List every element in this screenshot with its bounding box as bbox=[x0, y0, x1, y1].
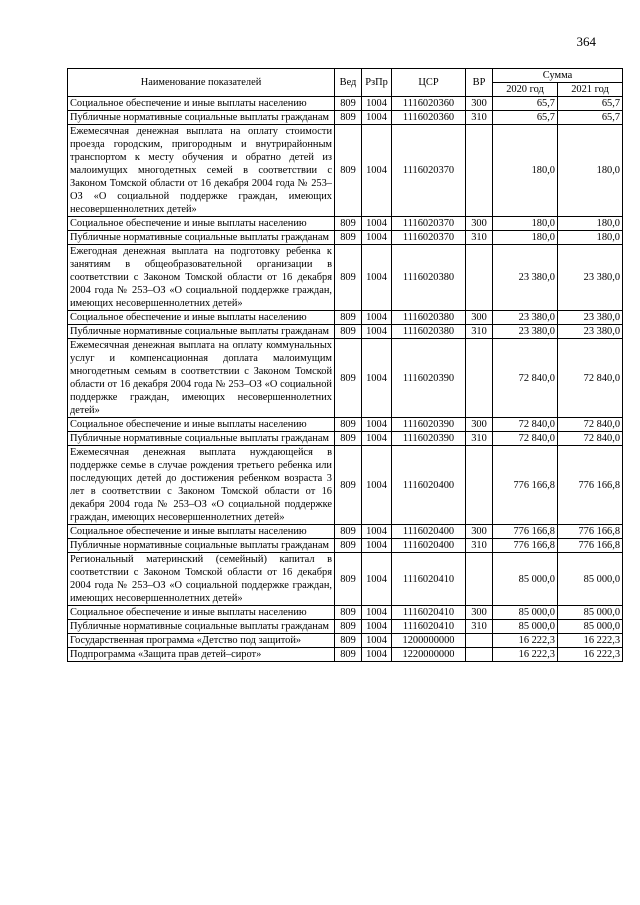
row-name: Социальное обеспечение и иные выплаты населению bbox=[68, 606, 335, 620]
row-name: Государственная программа «Детство под защитой» bbox=[68, 634, 335, 648]
row-rzpr: 1004 bbox=[362, 525, 392, 539]
row-vr: 310 bbox=[466, 539, 493, 553]
header-row bbox=[68, 69, 623, 83]
row-amount-2021: 23 380,0 bbox=[558, 245, 623, 311]
header-year-2021: 2021 год bbox=[558, 83, 623, 97]
row-csr: 1220000000 bbox=[392, 648, 466, 662]
table-row bbox=[68, 606, 623, 620]
row-ved: 809 bbox=[335, 539, 362, 553]
row-vr bbox=[466, 648, 493, 662]
table-row bbox=[68, 553, 623, 606]
row-rzpr: 1004 bbox=[362, 111, 392, 125]
row-vr: 300 bbox=[466, 606, 493, 620]
row-csr: 1116020410 bbox=[392, 606, 466, 620]
row-vr: 310 bbox=[466, 620, 493, 634]
row-rzpr: 1004 bbox=[362, 648, 392, 662]
row-name: Публичные нормативные социальные выплаты гражданам bbox=[68, 231, 335, 245]
row-rzpr: 1004 bbox=[362, 325, 392, 339]
row-name: Публичные нормативные социальные выплаты гражданам bbox=[68, 432, 335, 446]
row-ved: 809 bbox=[335, 111, 362, 125]
row-amount-2020: 16 222,3 bbox=[493, 648, 558, 662]
row-amount-2021: 72 840,0 bbox=[558, 418, 623, 432]
row-csr: 1116020400 bbox=[392, 539, 466, 553]
row-vr bbox=[466, 553, 493, 606]
row-name: Публичные нормативные социальные выплаты гражданам bbox=[68, 111, 335, 125]
row-amount-2021: 65,7 bbox=[558, 111, 623, 125]
row-csr: 1116020380 bbox=[392, 311, 466, 325]
header-ved: Вед bbox=[335, 69, 362, 97]
row-amount-2021: 180,0 bbox=[558, 125, 623, 217]
row-ved: 809 bbox=[335, 634, 362, 648]
row-name: Социальное обеспечение и иные выплаты населению bbox=[68, 525, 335, 539]
row-ved: 809 bbox=[335, 339, 362, 418]
row-csr: 1116020370 bbox=[392, 217, 466, 231]
row-rzpr: 1004 bbox=[362, 231, 392, 245]
page-number: 364 bbox=[576, 34, 596, 49]
row-csr: 1116020410 bbox=[392, 620, 466, 634]
row-vr: 310 bbox=[466, 231, 493, 245]
row-amount-2020: 776 166,8 bbox=[493, 539, 558, 553]
row-amount-2021: 85 000,0 bbox=[558, 553, 623, 606]
row-amount-2021: 72 840,0 bbox=[558, 432, 623, 446]
table-row bbox=[68, 217, 623, 231]
row-csr: 1116020360 bbox=[392, 111, 466, 125]
row-ved: 809 bbox=[335, 231, 362, 245]
row-amount-2021: 180,0 bbox=[558, 217, 623, 231]
header-vr: ВР bbox=[466, 69, 493, 97]
table-row bbox=[68, 125, 623, 217]
row-amount-2020: 72 840,0 bbox=[493, 418, 558, 432]
row-rzpr: 1004 bbox=[362, 245, 392, 311]
row-ved: 809 bbox=[335, 606, 362, 620]
row-amount-2020: 85 000,0 bbox=[493, 606, 558, 620]
row-rzpr: 1004 bbox=[362, 339, 392, 418]
row-csr: 1200000000 bbox=[392, 634, 466, 648]
row-ved: 809 bbox=[335, 553, 362, 606]
row-csr: 1116020380 bbox=[392, 245, 466, 311]
row-ved: 809 bbox=[335, 446, 362, 525]
row-vr bbox=[466, 634, 493, 648]
header-name: Наименование показателей bbox=[68, 69, 335, 97]
row-amount-2021: 72 840,0 bbox=[558, 339, 623, 418]
row-ved: 809 bbox=[335, 217, 362, 231]
row-vr: 310 bbox=[466, 111, 493, 125]
row-amount-2021: 23 380,0 bbox=[558, 325, 623, 339]
row-amount-2020: 776 166,8 bbox=[493, 446, 558, 525]
row-amount-2021: 776 166,8 bbox=[558, 525, 623, 539]
row-csr: 1116020370 bbox=[392, 231, 466, 245]
budget-table bbox=[67, 68, 623, 662]
row-vr bbox=[466, 245, 493, 311]
row-ved: 809 bbox=[335, 418, 362, 432]
row-name: Социальное обеспечение и иные выплаты населению bbox=[68, 97, 335, 111]
table-row bbox=[68, 245, 623, 311]
row-rzpr: 1004 bbox=[362, 634, 392, 648]
row-amount-2021: 16 222,3 bbox=[558, 648, 623, 662]
table-row bbox=[68, 432, 623, 446]
row-name: Подпрограмма «Защита прав детей–сирот» bbox=[68, 648, 335, 662]
row-amount-2021: 23 380,0 bbox=[558, 311, 623, 325]
row-name: Ежемесячная денежная выплата нуждающейся в поддержке семье в случае рождения третьего ребенка или последующих детей до достижения ребенком возраста 3 лет в соответствии с Законом Томской области от 16 декабря 2004 года № 253–ОЗ «О социальной поддержке граждан, имеющих несовершеннолетних детей» bbox=[68, 446, 335, 525]
row-name: Ежемесячная денежная выплата на оплату стоимости проезда городским, пригородным и внутрирайонным транспортом к месту обучения и обратно детей из малоимущих многодетных семей в соответствии с Законом Томской области от 16 декабря 2004 года № 253–ОЗ «О социальной поддержке граждан, имеющих несовершеннолетних детей» bbox=[68, 125, 335, 217]
row-vr: 300 bbox=[466, 97, 493, 111]
row-name: Публичные нормативные социальные выплаты гражданам bbox=[68, 539, 335, 553]
table-row bbox=[68, 231, 623, 245]
row-ved: 809 bbox=[335, 97, 362, 111]
row-amount-2020: 16 222,3 bbox=[493, 634, 558, 648]
row-vr: 310 bbox=[466, 432, 493, 446]
table-row bbox=[68, 620, 623, 634]
row-rzpr: 1004 bbox=[362, 620, 392, 634]
row-ved: 809 bbox=[335, 245, 362, 311]
row-rzpr: 1004 bbox=[362, 125, 392, 217]
row-amount-2020: 180,0 bbox=[493, 125, 558, 217]
row-amount-2020: 72 840,0 bbox=[493, 339, 558, 418]
row-amount-2021: 65,7 bbox=[558, 97, 623, 111]
table-row bbox=[68, 97, 623, 111]
row-amount-2020: 180,0 bbox=[493, 217, 558, 231]
row-amount-2020: 23 380,0 bbox=[493, 245, 558, 311]
row-vr bbox=[466, 125, 493, 217]
row-amount-2020: 23 380,0 bbox=[493, 311, 558, 325]
row-vr bbox=[466, 446, 493, 525]
row-ved: 809 bbox=[335, 525, 362, 539]
table-row bbox=[68, 525, 623, 539]
row-amount-2020: 85 000,0 bbox=[493, 620, 558, 634]
row-vr: 300 bbox=[466, 311, 493, 325]
table-row bbox=[68, 311, 623, 325]
row-amount-2020: 72 840,0 bbox=[493, 432, 558, 446]
row-name: Публичные нормативные социальные выплаты гражданам bbox=[68, 325, 335, 339]
row-rzpr: 1004 bbox=[362, 97, 392, 111]
row-amount-2021: 16 222,3 bbox=[558, 634, 623, 648]
row-amount-2020: 776 166,8 bbox=[493, 525, 558, 539]
table-row bbox=[68, 325, 623, 339]
row-vr: 310 bbox=[466, 325, 493, 339]
row-rzpr: 1004 bbox=[362, 311, 392, 325]
row-name: Социальное обеспечение и иные выплаты населению bbox=[68, 311, 335, 325]
table-row bbox=[68, 634, 623, 648]
row-amount-2021: 776 166,8 bbox=[558, 446, 623, 525]
row-name: Региональный материнский (семейный) капитал в соответствии с Законом Томской области от 16 декабря 2004 года № 253–ОЗ «О социальной поддержке граждан, имеющих несовершеннолетних детей» bbox=[68, 553, 335, 606]
row-csr: 1116020400 bbox=[392, 446, 466, 525]
row-vr: 300 bbox=[466, 418, 493, 432]
table-row bbox=[68, 111, 623, 125]
row-rzpr: 1004 bbox=[362, 446, 392, 525]
row-name: Социальное обеспечение и иные выплаты населению bbox=[68, 418, 335, 432]
row-name: Публичные нормативные социальные выплаты гражданам bbox=[68, 620, 335, 634]
row-amount-2021: 776 166,8 bbox=[558, 539, 623, 553]
row-amount-2020: 65,7 bbox=[493, 111, 558, 125]
row-ved: 809 bbox=[335, 125, 362, 217]
row-csr: 1116020400 bbox=[392, 525, 466, 539]
row-ved: 809 bbox=[335, 311, 362, 325]
row-csr: 1116020370 bbox=[392, 125, 466, 217]
table-row bbox=[68, 418, 623, 432]
row-rzpr: 1004 bbox=[362, 553, 392, 606]
row-amount-2021: 85 000,0 bbox=[558, 620, 623, 634]
row-csr: 1116020390 bbox=[392, 339, 466, 418]
row-amount-2020: 65,7 bbox=[493, 97, 558, 111]
row-amount-2021: 180,0 bbox=[558, 231, 623, 245]
row-csr: 1116020390 bbox=[392, 418, 466, 432]
row-name: Социальное обеспечение и иные выплаты населению bbox=[68, 217, 335, 231]
table-row bbox=[68, 446, 623, 525]
row-rzpr: 1004 bbox=[362, 539, 392, 553]
header-year-2020: 2020 год bbox=[493, 83, 558, 97]
row-csr: 1116020360 bbox=[392, 97, 466, 111]
row-amount-2020: 85 000,0 bbox=[493, 553, 558, 606]
table-row bbox=[68, 539, 623, 553]
row-rzpr: 1004 bbox=[362, 418, 392, 432]
table-row bbox=[68, 648, 623, 662]
row-name: Ежегодная денежная выплата на подготовку ребенка к занятиям в общеобразовательной организации в соответствии с Законом Томской области от 16 декабря 2004 года № 253–ОЗ «О социальной поддержке граждан, имеющих несовершеннолетних детей» bbox=[68, 245, 335, 311]
row-vr: 300 bbox=[466, 525, 493, 539]
row-amount-2021: 85 000,0 bbox=[558, 606, 623, 620]
row-amount-2020: 180,0 bbox=[493, 231, 558, 245]
row-rzpr: 1004 bbox=[362, 217, 392, 231]
row-vr bbox=[466, 339, 493, 418]
header-rzpr: РзПр bbox=[362, 69, 392, 97]
row-rzpr: 1004 bbox=[362, 606, 392, 620]
row-ved: 809 bbox=[335, 432, 362, 446]
row-csr: 1116020390 bbox=[392, 432, 466, 446]
row-name: Ежемесячная денежная выплата на оплату коммунальных услуг и компенсационная доплата малоимущим многодетным семьям в соответствии с Законом Томской области от 16 декабря 2004 года № 253–ОЗ «О социальной поддержке граждан, имеющих несовершеннолетних детей» bbox=[68, 339, 335, 418]
row-rzpr: 1004 bbox=[362, 432, 392, 446]
header-csr: ЦСР bbox=[392, 69, 466, 97]
row-csr: 1116020380 bbox=[392, 325, 466, 339]
table-row bbox=[68, 339, 623, 418]
row-vr: 300 bbox=[466, 217, 493, 231]
row-csr: 1116020410 bbox=[392, 553, 466, 606]
row-ved: 809 bbox=[335, 648, 362, 662]
header-sum: Сумма bbox=[493, 69, 623, 83]
row-ved: 809 bbox=[335, 620, 362, 634]
row-ved: 809 bbox=[335, 325, 362, 339]
row-amount-2020: 23 380,0 bbox=[493, 325, 558, 339]
